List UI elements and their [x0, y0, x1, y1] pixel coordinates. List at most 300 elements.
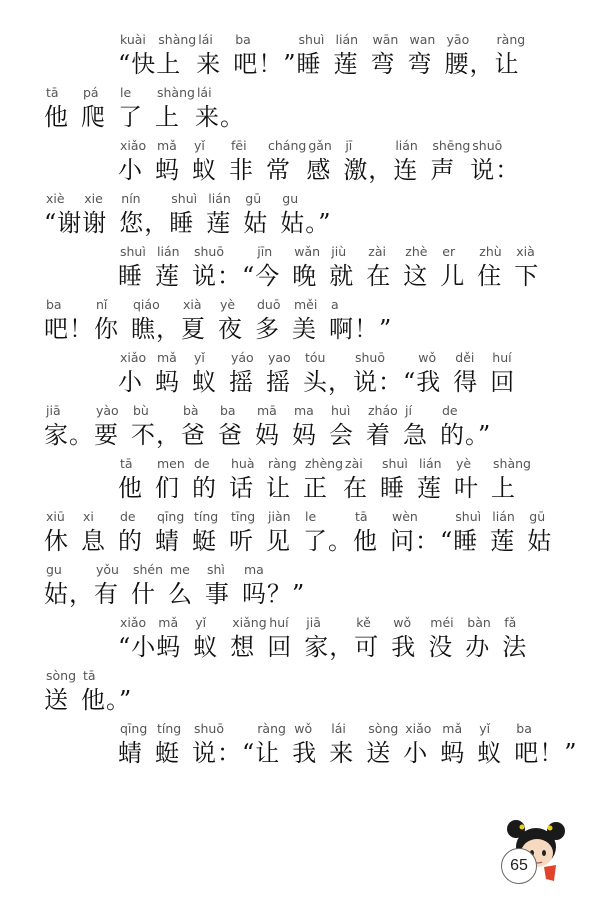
character-with-pinyin [465, 614, 502, 662]
pinyin: tīng [231, 509, 256, 524]
hanzi: 让 [255, 739, 281, 767]
pinyin: jīn [257, 244, 273, 259]
hanzi: 小 [403, 739, 429, 767]
character-with-pinyin [477, 720, 514, 768]
hanzi: 爬 [81, 103, 106, 131]
pinyin: xiǎo [120, 138, 147, 153]
hanzi: 来 [329, 739, 355, 767]
hanzi: 您， [119, 209, 170, 237]
character-with-pinyin [206, 190, 243, 238]
character-with-pinyin [491, 455, 531, 503]
pinyin: yáo [231, 350, 254, 365]
pinyin: shàng [157, 85, 195, 100]
hanzi: 妈 [292, 421, 317, 449]
hanzi: 蜓 [192, 527, 217, 555]
character-with-pinyin [192, 508, 229, 556]
pinyin: shuō [194, 721, 225, 736]
hanzi: 要 [94, 421, 119, 449]
pinyin: gu [46, 562, 62, 577]
hanzi: 蚂 [440, 739, 466, 767]
pinyin: tā [83, 668, 96, 683]
character-with-pinyin [218, 402, 255, 450]
pinyin: tóu [305, 350, 326, 365]
pinyin: yǐ [194, 350, 205, 365]
pinyin: shuì [382, 456, 408, 471]
hanzi: 啊！” [329, 315, 393, 343]
character-with-pinyin [366, 720, 403, 768]
hanzi: 吗？” [242, 580, 306, 608]
character-with-pinyin [94, 296, 131, 344]
character-with-pinyin [218, 296, 255, 344]
character-with-pinyin [329, 720, 366, 768]
pinyin: huí [269, 615, 289, 630]
hanzi: 见 [266, 527, 291, 555]
character-with-pinyin [118, 137, 155, 185]
hanzi: 办 [465, 633, 491, 661]
pinyin: ma [294, 403, 314, 418]
pinyin: men [157, 456, 185, 471]
pinyin: shuì [171, 191, 198, 206]
pinyin: wǒ [294, 721, 313, 736]
character-with-pinyin [403, 243, 440, 291]
character-with-pinyin [243, 190, 280, 238]
pinyin: lián [395, 138, 418, 153]
pinyin: fēi [231, 138, 247, 153]
hanzi: 在 [366, 262, 392, 290]
hanzi: 说：“ [192, 739, 256, 767]
hanzi: 们 [155, 474, 180, 502]
hanzi: 弯 [407, 50, 433, 78]
hanzi: 谢 [82, 209, 108, 237]
character-with-pinyin [196, 31, 233, 79]
character-with-pinyin [229, 455, 266, 503]
pinyin: huí [492, 350, 512, 365]
pinyin: ma [244, 562, 264, 577]
pinyin: zhù [479, 244, 502, 259]
pinyin: xiǎo [120, 350, 147, 365]
hanzi: 今 [255, 262, 281, 290]
character-with-pinyin [118, 84, 155, 132]
pinyin: bù [133, 403, 149, 418]
text-line [0, 609, 600, 662]
hanzi: 睡 [296, 50, 322, 78]
text-line [0, 132, 600, 185]
hanzi: 了 [118, 103, 143, 131]
character-with-pinyin [393, 137, 430, 185]
hanzi: 摇 [266, 368, 291, 396]
hanzi: 头， [303, 368, 353, 396]
character-with-pinyin [453, 349, 490, 397]
pinyin: shàng [158, 32, 197, 47]
character-with-pinyin [94, 402, 131, 450]
character-with-pinyin [353, 349, 416, 397]
pinyin: duō [257, 297, 281, 312]
character-with-pinyin [440, 720, 477, 768]
hanzi: 弯 [370, 50, 396, 78]
character-with-pinyin [131, 296, 181, 344]
hanzi: 睡 [118, 262, 143, 290]
character-with-pinyin [119, 190, 169, 238]
character-with-pinyin [192, 137, 229, 185]
character-with-pinyin [255, 296, 292, 344]
character-with-pinyin [470, 137, 520, 185]
pinyin: lián [208, 191, 231, 206]
hanzi: 晚 [292, 262, 318, 290]
pinyin: shén [133, 562, 164, 577]
text-line [0, 397, 600, 450]
pinyin: tíng [194, 509, 219, 524]
character-with-pinyin [329, 243, 366, 291]
pinyin: wǎn [294, 244, 321, 259]
pinyin: huà [231, 456, 255, 471]
character-with-pinyin [353, 508, 390, 556]
character-with-pinyin [118, 349, 155, 397]
pinyin: wan [409, 32, 436, 47]
character-with-pinyin [181, 296, 218, 344]
hanzi: 听 [229, 527, 254, 555]
pinyin: bàn [467, 615, 491, 630]
pinyin: yè [220, 297, 236, 312]
pinyin: yǐ [479, 721, 491, 736]
pinyin: le [120, 85, 132, 100]
hanzi: 叶 [454, 474, 480, 502]
pinyin: ràng [496, 32, 526, 47]
pinyin: jī [345, 138, 353, 153]
hanzi: 在 [343, 474, 369, 502]
hanzi: “小 [118, 633, 157, 661]
character-with-pinyin [380, 455, 417, 503]
character-with-pinyin [366, 402, 403, 450]
pinyin: tā [355, 509, 368, 524]
pinyin: qīng [157, 509, 185, 524]
character-with-pinyin [408, 31, 445, 79]
hanzi: 想 [230, 633, 256, 661]
character-with-pinyin [195, 84, 245, 132]
hanzi: 休 [44, 527, 69, 555]
hanzi: 吧！” [514, 739, 578, 767]
hanzi: 瞧， [131, 315, 181, 343]
pinyin: kě [356, 615, 371, 630]
pinyin: mǎ [157, 138, 177, 153]
character-with-pinyin [495, 31, 532, 79]
pinyin: cháng [268, 138, 307, 153]
pinyin: lián [492, 509, 515, 524]
hanzi: 回 [490, 368, 516, 396]
story-text [0, 26, 600, 768]
hanzi: 得 [453, 368, 479, 396]
hanzi: 问：“ [390, 527, 454, 555]
pinyin: lái [331, 721, 346, 736]
hanzi: 法 [502, 633, 528, 661]
hanzi: 摇 [229, 368, 254, 396]
pinyin: le [305, 509, 317, 524]
hanzi: 有 [94, 580, 119, 608]
character-with-pinyin [292, 296, 329, 344]
character-with-pinyin [514, 720, 577, 768]
hanzi: 莲 [333, 50, 359, 78]
character-with-pinyin [118, 720, 155, 768]
hanzi: 的 [192, 474, 217, 502]
hanzi: 常 [266, 156, 291, 184]
hanzi: 没 [428, 633, 454, 661]
character-with-pinyin [229, 137, 266, 185]
character-with-pinyin [44, 190, 82, 238]
hanzi: 他。” [81, 686, 133, 714]
hanzi: 蜻 [118, 739, 143, 767]
character-with-pinyin [81, 508, 118, 556]
character-with-pinyin [168, 561, 205, 609]
hanzi: 姑， [44, 580, 94, 608]
pinyin: sòng [368, 721, 399, 736]
character-with-pinyin [403, 402, 440, 450]
pinyin: jiàn [268, 509, 291, 524]
hanzi: 他 [353, 527, 378, 555]
character-with-pinyin [255, 720, 292, 768]
hanzi: 莲 [206, 209, 232, 237]
hanzi: 说：“ [353, 368, 417, 396]
pinyin: tā [46, 85, 59, 100]
character-with-pinyin [193, 614, 230, 662]
hanzi: 急 [403, 421, 428, 449]
hanzi: 莲 [417, 474, 443, 502]
character-with-pinyin [297, 31, 334, 79]
text-line [0, 450, 600, 503]
character-with-pinyin [81, 84, 118, 132]
hanzi: 莲 [490, 527, 516, 555]
pinyin: jiā [46, 403, 61, 418]
hanzi: 说： [470, 156, 521, 184]
hanzi: 来。 [194, 103, 245, 131]
character-with-pinyin [255, 243, 292, 291]
character-with-pinyin [266, 508, 303, 556]
character-with-pinyin [155, 137, 192, 185]
hanzi: 什 [131, 580, 156, 608]
character-with-pinyin [229, 349, 266, 397]
text-line [0, 503, 600, 556]
pinyin: xiè [46, 191, 65, 206]
character-with-pinyin [280, 190, 331, 238]
pinyin: yǒu [96, 562, 119, 577]
character-with-pinyin [155, 455, 192, 503]
character-with-pinyin [156, 614, 193, 662]
hanzi: 的 [118, 527, 143, 555]
hanzi: 连 [393, 156, 419, 184]
hanzi: “谢 [44, 209, 83, 237]
pinyin: ba [220, 403, 236, 418]
pinyin: wǒ [393, 615, 412, 630]
pinyin: a [331, 297, 339, 312]
character-with-pinyin [292, 720, 329, 768]
page-number: 65 [501, 848, 537, 884]
hanzi: 蜻 [155, 527, 180, 555]
character-with-pinyin [44, 508, 81, 556]
pinyin: kuài [120, 32, 146, 47]
pinyin: méi [430, 615, 454, 630]
character-with-pinyin [118, 455, 155, 503]
pinyin: lián [157, 244, 180, 259]
character-with-pinyin [329, 296, 392, 344]
character-with-pinyin [303, 349, 353, 397]
pinyin: gǎn [308, 138, 332, 153]
character-with-pinyin [267, 614, 304, 662]
hanzi: 吧！” [233, 50, 297, 78]
hanzi: 家。 [44, 421, 94, 449]
pinyin: mǎ [157, 350, 177, 365]
pinyin: me [170, 562, 190, 577]
text-line [0, 556, 600, 609]
hanzi: 正 [303, 474, 328, 502]
hanzi: 小 [118, 368, 143, 396]
pinyin: mā [257, 403, 277, 418]
pinyin: mǎ [442, 721, 463, 736]
hanzi: 莲 [155, 262, 180, 290]
pinyin: xiū [46, 509, 65, 524]
character-with-pinyin [205, 561, 242, 609]
pinyin: yào [96, 403, 119, 418]
character-with-pinyin [440, 243, 477, 291]
hanzi: 你 [94, 315, 119, 343]
pinyin: yè [456, 456, 472, 471]
pinyin: ràng [268, 456, 297, 471]
pinyin: de [442, 403, 458, 418]
character-with-pinyin [343, 137, 393, 185]
character-with-pinyin [303, 508, 353, 556]
text-line [0, 185, 600, 238]
hanzi: 下 [514, 262, 540, 290]
hanzi: 声 [430, 156, 456, 184]
hanzi: 着 [366, 421, 391, 449]
pinyin: zhè [405, 244, 428, 259]
pinyin: shēng [432, 138, 471, 153]
pinyin: qiáo [133, 297, 160, 312]
hanzi: 了。 [303, 527, 353, 555]
character-with-pinyin [181, 402, 218, 450]
pinyin: mǎ [158, 615, 179, 630]
character-with-pinyin [155, 349, 192, 397]
character-with-pinyin [156, 31, 196, 79]
pinyin: huì [331, 403, 351, 418]
character-with-pinyin [155, 243, 192, 291]
hanzi: 话 [229, 474, 254, 502]
character-with-pinyin [44, 84, 81, 132]
pinyin: shì [207, 562, 225, 577]
hanzi: 睡 [453, 527, 479, 555]
hanzi: 小 [118, 156, 143, 184]
character-with-pinyin [440, 402, 491, 450]
pinyin: gū [245, 191, 262, 206]
pinyin: shuì [120, 244, 146, 259]
hanzi: 蚂 [155, 368, 180, 396]
character-with-pinyin [44, 402, 94, 450]
hanzi: 激， [343, 156, 394, 184]
character-with-pinyin [428, 614, 465, 662]
text-line [0, 662, 600, 715]
pinyin: wān [372, 32, 399, 47]
hanzi: 儿 [440, 262, 466, 290]
pinyin: ba [46, 297, 62, 312]
pinyin: yao [268, 350, 291, 365]
hanzi: 事 [205, 580, 230, 608]
character-with-pinyin [303, 455, 343, 503]
character-with-pinyin [118, 508, 155, 556]
pinyin: yǐ [195, 615, 207, 630]
pinyin: shuō [194, 244, 225, 259]
pinyin: ba [516, 721, 532, 736]
hanzi: 的。” [440, 421, 492, 449]
pinyin: nǐ [96, 297, 108, 312]
pinyin: xià [183, 297, 202, 312]
character-with-pinyin [155, 508, 192, 556]
hanzi: 上 [491, 474, 517, 502]
hanzi: 姑 [527, 527, 553, 555]
pinyin: sòng [46, 668, 77, 683]
pinyin: wǒ [418, 350, 437, 365]
hanzi: 么 [168, 580, 193, 608]
character-with-pinyin [527, 508, 564, 556]
hanzi: 夏 [181, 315, 206, 343]
character-with-pinyin [155, 84, 195, 132]
hanzi: 息 [81, 527, 106, 555]
character-with-pinyin [490, 508, 527, 556]
hanzi: 上 [156, 50, 182, 78]
pinyin: fǎ [504, 615, 517, 630]
hanzi: 爸 [218, 421, 243, 449]
hanzi: 妈 [255, 421, 280, 449]
pinyin: xià [516, 244, 535, 259]
character-with-pinyin [118, 31, 156, 79]
character-with-pinyin [229, 508, 266, 556]
character-with-pinyin [81, 667, 132, 715]
character-with-pinyin [430, 137, 470, 185]
hanzi: 睡 [380, 474, 406, 502]
hanzi: 爸 [181, 421, 206, 449]
hanzi: 非 [229, 156, 254, 184]
character-with-pinyin [477, 243, 514, 291]
hanzi: 说：“ [192, 262, 256, 290]
character-with-pinyin [192, 349, 229, 397]
character-with-pinyin [169, 190, 206, 238]
pinyin: pá [83, 85, 99, 100]
hanzi: 蚁 [477, 739, 503, 767]
pinyin: zhèng [305, 456, 344, 471]
hanzi: 他 [44, 103, 69, 131]
character-with-pinyin [454, 455, 491, 503]
hanzi: 蚂 [156, 633, 182, 661]
character-with-pinyin [403, 720, 440, 768]
pinyin: gū [529, 509, 546, 524]
character-with-pinyin [266, 455, 303, 503]
pinyin: yāo [446, 32, 470, 47]
pinyin: qīng [120, 721, 148, 736]
pinyin: jí [405, 403, 412, 418]
hanzi: 会 [329, 421, 354, 449]
hanzi: 蚁 [192, 156, 217, 184]
pinyin: shuì [455, 509, 482, 524]
character-with-pinyin [233, 31, 296, 79]
pinyin: jiù [331, 244, 347, 259]
hanzi: 蚂 [155, 156, 180, 184]
character-with-pinyin [354, 614, 391, 662]
pinyin: tíng [157, 721, 182, 736]
hanzi: 家， [304, 633, 355, 661]
hanzi: 回 [267, 633, 293, 661]
pinyin: lián [419, 456, 442, 471]
hanzi: 蚁 [193, 633, 219, 661]
hanzi: 送 [366, 739, 392, 767]
character-with-pinyin [192, 455, 229, 503]
character-with-pinyin [255, 402, 292, 450]
pinyin: de [120, 509, 136, 524]
